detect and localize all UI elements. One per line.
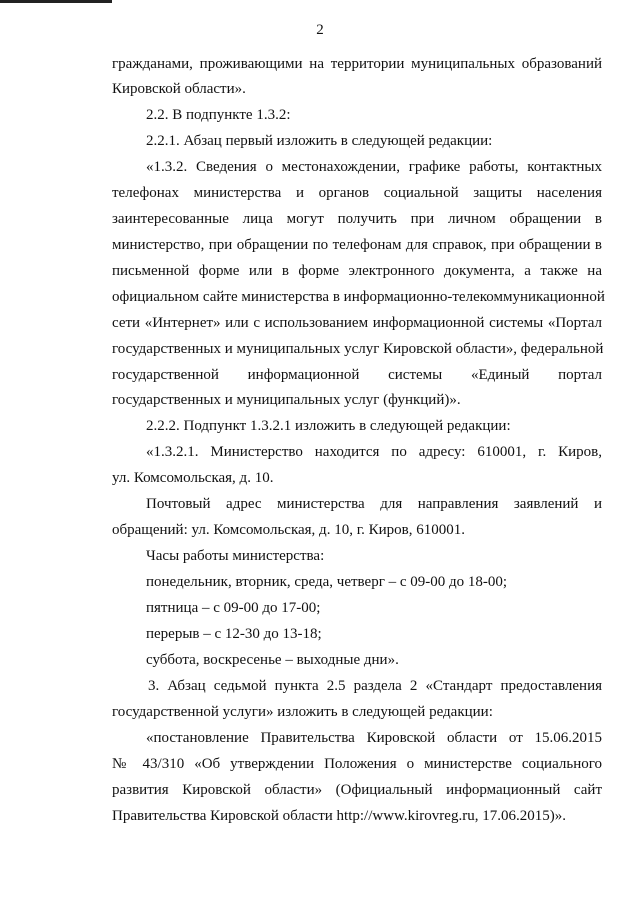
text-line: государственных и муниципальных услуг (функций)».: [112, 392, 461, 408]
text-line: понедельник, вторник, среда, четверг – с 09-00 до 18-00;: [146, 574, 508, 590]
text-line: 2.2.2. Подпункт 1.3.2.1 изложить в следующей редакции:: [146, 418, 511, 434]
text-line: ул. Комсомольская, д. 10.: [112, 470, 274, 486]
text-line: 2.2.1. Абзац первый изложить в следующей редакции:: [146, 133, 493, 149]
page-number: 2: [316, 22, 324, 38]
text-line: № 43/310 «Об утверждении Положения о министерстве социального: [112, 756, 602, 772]
text-line: Часы работы министерства:: [146, 548, 325, 564]
text-line: телефонах министерства и органов социальной защиты населения: [112, 185, 602, 201]
text-line: государственной информационной системы «Единый портал: [112, 367, 602, 383]
top-rule: [0, 0, 112, 3]
text-line: суббота, воскресенье – выходные дни».: [146, 652, 399, 668]
text-line: «постановление Правительства Кировской области от 15.06.2015: [146, 730, 602, 746]
text-line: развития Кировской области» (Официальный информационный сайт: [112, 782, 602, 798]
text-line: министерство, при обращении по телефонам для справок, при обращении в: [112, 237, 602, 253]
text-line: обращений: ул. Комсомольская, д. 10, г. Киров, 610001.: [112, 522, 466, 538]
text-line: официальном сайте министерства в информационно-телекоммуникационной: [112, 289, 605, 305]
text-line: перерыв – с 12-30 до 13-18;: [146, 626, 322, 642]
text-line: «1.3.2. Сведения о местонахождении, графике работы, контактных: [146, 159, 602, 175]
text-line: Кировской области».: [112, 81, 246, 97]
text-line: «1.3.2.1. Министерство находится по адресу: 610001, г. Киров,: [146, 444, 602, 460]
text-line: гражданами, проживающими на территории муниципальных образований: [112, 56, 602, 72]
text-line: пятница – с 09-00 до 17-00;: [146, 600, 321, 616]
text-line: Почтовый адрес министерства для направления заявлений и: [146, 496, 602, 512]
text-line: заинтересованные лица могут получить при личном обращении в: [112, 211, 602, 227]
text-line: 3. Абзац седьмой пункта 2.5 раздела 2 «Стандарт предоставления: [148, 678, 602, 694]
text-line: сети «Интернет» или с использованием информационной системы «Портал: [112, 315, 602, 331]
text-line: государственных и муниципальных услуг Кировской области», федеральной: [112, 341, 604, 357]
text-line: письменной форме или в форме электронного документа, а также на: [112, 263, 602, 279]
text-line: 2.2. В подпункте 1.3.2:: [146, 107, 291, 123]
text-line: государственной услуги» изложить в следующей редакции:: [112, 704, 493, 720]
text-line: Правительства Кировской области http://www.kirovreg.ru, 17.06.2015)».: [112, 808, 566, 824]
